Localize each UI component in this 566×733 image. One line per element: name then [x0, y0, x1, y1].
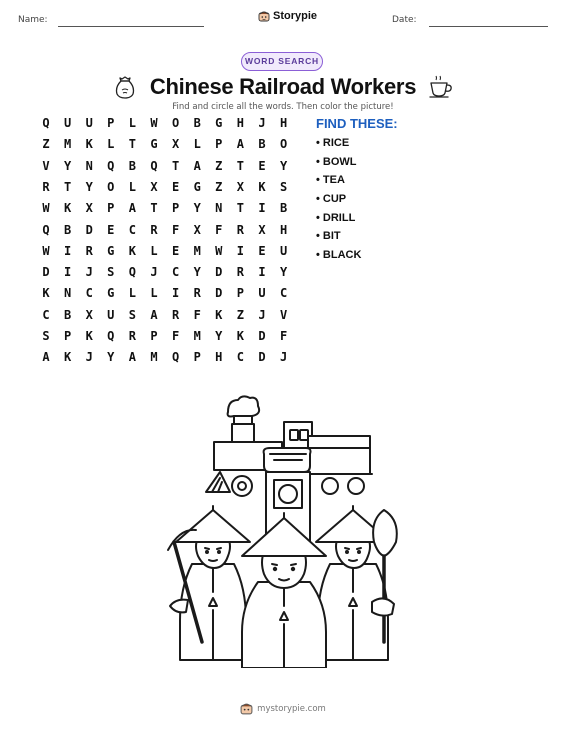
grid-letter: D — [215, 286, 223, 301]
grid-letter: V — [279, 307, 288, 322]
grid-letter: F — [193, 307, 201, 322]
grid-letter: F — [215, 222, 223, 237]
grid-letter: J — [279, 350, 288, 365]
grid-letter: J — [258, 116, 266, 130]
grid-letter: L — [193, 137, 201, 152]
grid-letter: B — [128, 158, 136, 173]
worksheet-header — [18, 10, 548, 30]
grid-letter: I — [63, 243, 72, 258]
grid-letter: N — [85, 158, 93, 173]
grid-letter: Q — [42, 116, 50, 130]
grid-letter: C — [236, 350, 244, 365]
grid-letter: B — [63, 307, 72, 322]
grid-letter: P — [171, 201, 180, 216]
left-worker-illustration — [168, 506, 250, 660]
storypie-logo-icon — [258, 10, 270, 22]
grid-letter: K — [63, 350, 72, 365]
grid-letter: L — [128, 286, 136, 301]
grid-letter: D — [85, 222, 93, 237]
grid-letter: M — [193, 243, 201, 258]
grid-letter: F — [171, 222, 180, 237]
grid-letter: T — [236, 201, 244, 216]
grid-letter: O — [107, 179, 115, 194]
grid-letter: Q — [107, 329, 115, 343]
date-line[interactable] — [429, 26, 548, 27]
word-list-title: FIND THESE: — [316, 116, 398, 131]
center-worker-illustration — [242, 513, 326, 668]
grid-letter: R — [236, 222, 244, 237]
tea-cup-icon — [428, 74, 454, 100]
grid-letter: P — [193, 350, 201, 365]
grid-letter: E — [107, 222, 115, 237]
grid-letter: I — [236, 243, 244, 258]
footer-url: mystorypie.com — [257, 703, 326, 714]
name-line[interactable] — [58, 26, 204, 27]
grid-letter: Q — [150, 158, 158, 173]
grid-letter: W — [150, 116, 158, 130]
grid-letter: Z — [215, 158, 223, 173]
grid-letter: J — [85, 265, 93, 280]
grid-letter: W — [42, 201, 50, 216]
instructions: Find and circle all the words. Then color the picture! — [172, 102, 394, 112]
grid-letter: Q — [107, 158, 115, 173]
grid-letter: B — [258, 137, 266, 152]
grid-letter: R — [150, 222, 158, 237]
grid-letter: H — [279, 222, 288, 237]
grid-letter: R — [193, 286, 201, 301]
grid-letter: E — [258, 158, 266, 173]
grid-letter: C — [128, 222, 136, 237]
grid-letter: D — [42, 265, 50, 280]
grid-letter: U — [258, 286, 266, 301]
grid-letter: G — [193, 179, 201, 194]
grid-letter: Y — [63, 158, 72, 173]
grid-letter: Z — [236, 307, 244, 322]
grid-letter: P — [150, 329, 158, 343]
grid-letter: C — [279, 286, 288, 301]
grid-letter: X — [85, 307, 93, 322]
grid-letter: O — [171, 116, 180, 130]
grid-letter: U — [279, 243, 288, 258]
grid-letter: K — [85, 137, 93, 152]
word-item: • BOWL — [316, 155, 357, 168]
grid-letter: K — [63, 201, 72, 216]
grid-letter: Y — [193, 265, 201, 280]
grid-letter: K — [258, 179, 266, 194]
grid-letter: T — [63, 179, 72, 194]
grid-letter: I — [258, 265, 266, 280]
grid-letter: I — [171, 286, 180, 301]
grid-letter: E — [258, 243, 266, 258]
grid-letter: J — [85, 350, 93, 365]
brand — [258, 10, 317, 22]
grid-letter: D — [215, 265, 223, 280]
grid-letter: C — [171, 265, 180, 280]
grid-letter: K — [215, 307, 223, 322]
grid-letter: Q — [128, 265, 136, 280]
grid-letter: S — [279, 179, 288, 194]
grid-letter: B — [279, 201, 288, 216]
grid-letter: T — [171, 158, 180, 173]
grid-letter: A — [236, 137, 244, 152]
grid-letter: V — [42, 158, 50, 173]
rice-bag-icon — [112, 74, 138, 100]
grid-letter: Y — [215, 329, 223, 343]
word-item: • BIT — [316, 230, 341, 243]
grid-letter: Y — [193, 201, 201, 216]
grid-letter: Y — [85, 179, 93, 194]
grid-letter: A — [128, 350, 136, 365]
brand-name: Storypie — [273, 10, 318, 22]
grid-letter: P — [107, 116, 115, 130]
grid-letter: T — [236, 158, 244, 173]
grid-letter: N — [215, 201, 223, 216]
grid-letter: P — [236, 286, 244, 301]
grid-letter: E — [171, 243, 180, 258]
grid-letter: P — [63, 329, 72, 343]
name-label: Name: — [18, 15, 48, 25]
grid-letter: T — [150, 201, 158, 216]
grid-letter: Y — [279, 158, 288, 173]
grid-letter: U — [107, 307, 115, 322]
grid-letter: R — [128, 329, 136, 343]
grid-letter: Y — [279, 265, 288, 280]
grid-letter: R — [85, 243, 93, 258]
grid-letter: G — [150, 137, 158, 152]
grid-letter: S — [107, 265, 115, 280]
grid-letter: X — [85, 201, 93, 216]
grid-letter: Z — [42, 137, 50, 152]
worksheet-type-badge: WORD SEARCH — [241, 52, 323, 71]
grid-letter: Y — [107, 350, 115, 365]
grid-letter: W — [215, 243, 223, 258]
title-row — [0, 72, 566, 102]
grid-letter: A — [128, 201, 136, 216]
grid-letter: M — [63, 137, 72, 152]
right-worker-illustration — [316, 506, 397, 660]
grid-letter: X — [171, 137, 180, 152]
grid-letter: D — [258, 329, 266, 343]
grid-letter: N — [63, 286, 72, 301]
grid-letter: H — [279, 116, 288, 130]
grid-letter: R — [42, 179, 50, 194]
grid-letter: T — [128, 137, 136, 152]
word-list — [316, 137, 361, 268]
grid-letter: B — [63, 222, 72, 237]
grid-letter: W — [42, 243, 50, 258]
grid-letter: G — [107, 243, 115, 258]
grid-letter: P — [215, 137, 223, 152]
word-item: • BLACK — [316, 249, 362, 262]
grid-letter: F — [171, 329, 180, 343]
grid-letter: C — [42, 307, 50, 322]
page-title: Chinese Railroad Workers — [149, 74, 417, 99]
grid-letter: U — [63, 116, 72, 130]
grid-letter: L — [128, 116, 136, 130]
railroad-workers-illustration — [158, 392, 410, 668]
grid-letter: A — [150, 307, 158, 322]
grid-letter: O — [279, 137, 288, 152]
grid-letter: G — [107, 286, 115, 301]
grid-letter: G — [215, 116, 223, 130]
grid-letter: L — [107, 137, 115, 152]
grid-letter: Q — [42, 222, 50, 237]
grid-letter: H — [236, 116, 244, 130]
grid-letter: X — [193, 222, 201, 237]
word-item: • DRILL — [316, 211, 356, 224]
grid-letter: L — [150, 286, 158, 301]
grid-letter: H — [215, 350, 223, 365]
date-label: Date: — [392, 15, 417, 25]
grid-letter: K — [128, 243, 136, 258]
grid-letter: C — [85, 286, 93, 301]
grid-letter: S — [128, 307, 136, 322]
grid-letter: Z — [215, 179, 223, 194]
grid-letter: X — [236, 179, 244, 194]
grid-letter: R — [171, 307, 180, 322]
word-item: • CUP — [316, 193, 347, 206]
grid-letter: X — [258, 222, 266, 237]
grid-letter: J — [258, 307, 266, 322]
grid-letter: D — [258, 350, 266, 365]
grid-letter: J — [150, 265, 158, 280]
word-item: • RICE — [316, 137, 350, 149]
grid-letter: U — [85, 116, 93, 130]
grid-letter: F — [279, 329, 288, 343]
grid-letter: M — [150, 350, 158, 365]
grid-letter: L — [128, 179, 136, 194]
grid-letter: L — [150, 243, 158, 258]
grid-letter: I — [63, 265, 72, 280]
grid-letter: K — [85, 329, 93, 343]
storypie-logo-icon — [240, 702, 253, 715]
grid-letter: X — [150, 179, 158, 194]
grid-letter: B — [193, 116, 201, 130]
grid-letter: A — [193, 158, 201, 173]
grid-letter: S — [42, 329, 50, 343]
grid-letter: P — [107, 201, 115, 216]
footer — [0, 702, 566, 715]
grid-letter: M — [193, 329, 201, 343]
grid-letter: R — [236, 265, 244, 280]
word-item: • TEA — [316, 174, 345, 187]
grid-letter: E — [171, 179, 180, 194]
grid-letter: K — [42, 286, 50, 301]
grid-letter: Q — [171, 350, 180, 365]
grid-letter: K — [236, 329, 244, 343]
grid-letter: I — [258, 201, 266, 216]
grid-letter: A — [42, 350, 50, 365]
